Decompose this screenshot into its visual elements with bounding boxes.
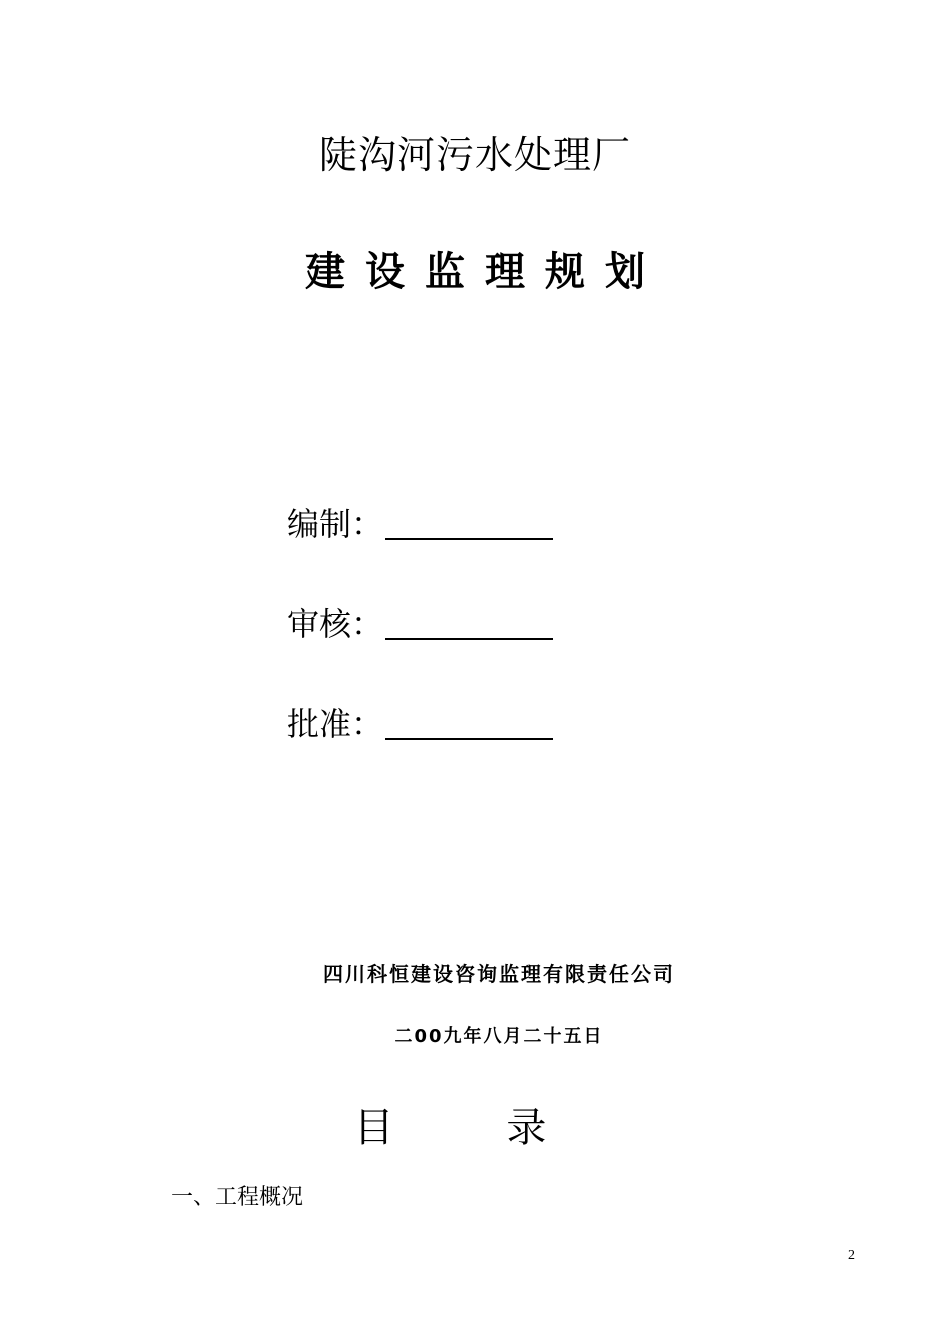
signature-label-reviewed-by: 审核： (287, 605, 384, 643)
signature-label-approved-by: 批准： (287, 705, 384, 743)
signature-label-compiled-by: 编制： (287, 505, 384, 543)
signature-row-approved-by (287, 700, 553, 744)
document-date: 二00九年八月二十五日 (394, 1026, 604, 1047)
company-name: 四川科恒建设咨询监理有限责任公司 (323, 962, 675, 986)
signature-blank-line (385, 638, 553, 640)
signature-blank-line (385, 738, 553, 740)
project-title: 陡沟河污水处理厂 (318, 133, 631, 177)
signature-row-reviewed-by (287, 600, 553, 644)
signature-blank-line (385, 538, 553, 540)
toc-title: 目 录 (353, 1105, 597, 1151)
signature-row-compiled-by (287, 500, 553, 544)
page-number: 2 (848, 1248, 855, 1263)
toc-item: 一、工程概况 (171, 1185, 304, 1210)
document-title: 建设监理规划 (305, 249, 665, 295)
